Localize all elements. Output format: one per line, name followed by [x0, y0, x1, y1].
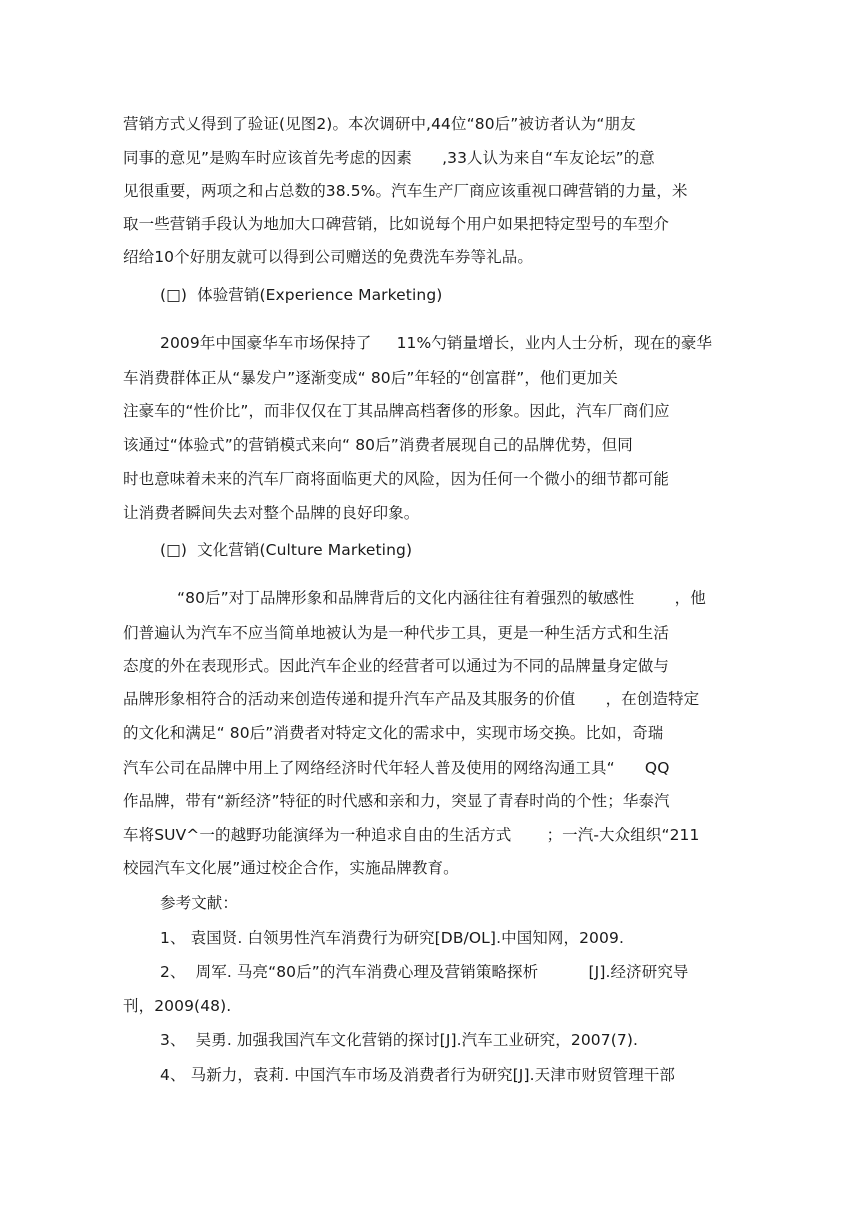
text-line: 时也意味着未来的汽车厂商将面临更犬的风险，因为任何一个微小的细节都可能 — [123, 470, 670, 488]
text-line: 车消费群体正从“暴发户”逐渐变成“ 80后”年轻的“创富群”，他们更加关 — [123, 369, 618, 387]
references-heading: 参考文献： — [160, 894, 239, 912]
text-line: 让消费者瞬间失去对整个品牌的良好印象。 — [123, 504, 420, 522]
text-line: 作品牌，带有“新经济”特征的时代感和亲和力，突显了青春时尚的个性；华泰汽 — [123, 792, 670, 810]
reference-item: 1、 袁国贤. 白领男性汽车消费行为研究[DB/OL].中国知网，2009. — [160, 929, 624, 947]
text-line: 2009年中国豪华车市场保持了 11%勺销量增长，业内人士分析，现在的豪华 — [160, 334, 713, 352]
text-line: 校园汽车文化展”通过校企合作，实施品牌教育。 — [123, 859, 459, 877]
text-line: 绍给10个好朋友就可以得到公司赠送的免费洗车券等礼品。 — [123, 248, 533, 266]
reference-item: 3、 吴勇. 加强我国汽车文化营销的探讨[J].汽车工业研究，2007(7). — [160, 1031, 638, 1049]
text-line: 态度的外在表现形式。因此汽车企业的经营者可以通过为不同的品牌量身定做与 — [123, 657, 670, 675]
text-line: 注豪车的“性价比”，而非仅仅在丁其品牌高档奢侈的形象。因此，汽车厂商们应 — [123, 402, 670, 420]
reference-item: 2、 周军. 马亮“80后”的汽车消费心理及营销策略探析 [J].经济研究导 — [160, 963, 689, 981]
text-line: “80后”对丁品牌形象和品牌背后的文化内涵往往有着强烈的敏感性 ，他 — [177, 589, 706, 607]
text-line: 见很重要，两项之和占总数的38.5%。汽车生产厂商应该重视口碑营销的力量，米 — [123, 182, 688, 200]
section-heading: (□) 文化营销(Culture Marketing) — [160, 541, 413, 559]
text-line: 取一些营销手段认为地加大口碑营销，比如说每个用户如果把特定型号的车型介 — [123, 215, 670, 233]
reference-item: 4、 马新力，袁莉. 中国汽车市场及消费者行为研究[J].天津市财贸管理干部 — [160, 1066, 676, 1084]
text-line: 营销方式乂得到了验证(见图2)。本次调研中,44位“80后”被访者认为“朋友 — [123, 115, 636, 133]
text-line: 同事的意见”是购车时应该首先考虑的因素 ,33人认为来自“车友论坛”的意 — [123, 149, 655, 167]
text-line: 们普遍认为汽车不应当简单地被认为是一种代步工具，更是一种生活方式和生活 — [123, 624, 670, 642]
text-line: 汽车公司在品牌中用上了网络经济时代年轻人普及使用的网络沟通工具“ QQ — [123, 759, 670, 777]
text-line: 品牌形象相符合的活动来创造传递和提升汽车产品及其服务的价值 ，在创造特定 — [123, 690, 700, 708]
text-line: 的文化和满足“ 80后”消费者对特定文化的需求中，实现市场交换。比如，奇瑞 — [123, 724, 664, 742]
text-line: 车将SUV^一的越野功能演绎为一种追求自由的生活方式 ；一汽-大众组织“211 — [123, 826, 700, 844]
text-line: 该通过“体验式”的营销模式来向“ 80后”消费者展现自己的品牌优势，但同 — [123, 436, 633, 454]
reference-item-continuation: 刊，2009(48). — [123, 997, 232, 1015]
section-heading: (□) 体验营销(Experience Marketing) — [160, 286, 443, 304]
